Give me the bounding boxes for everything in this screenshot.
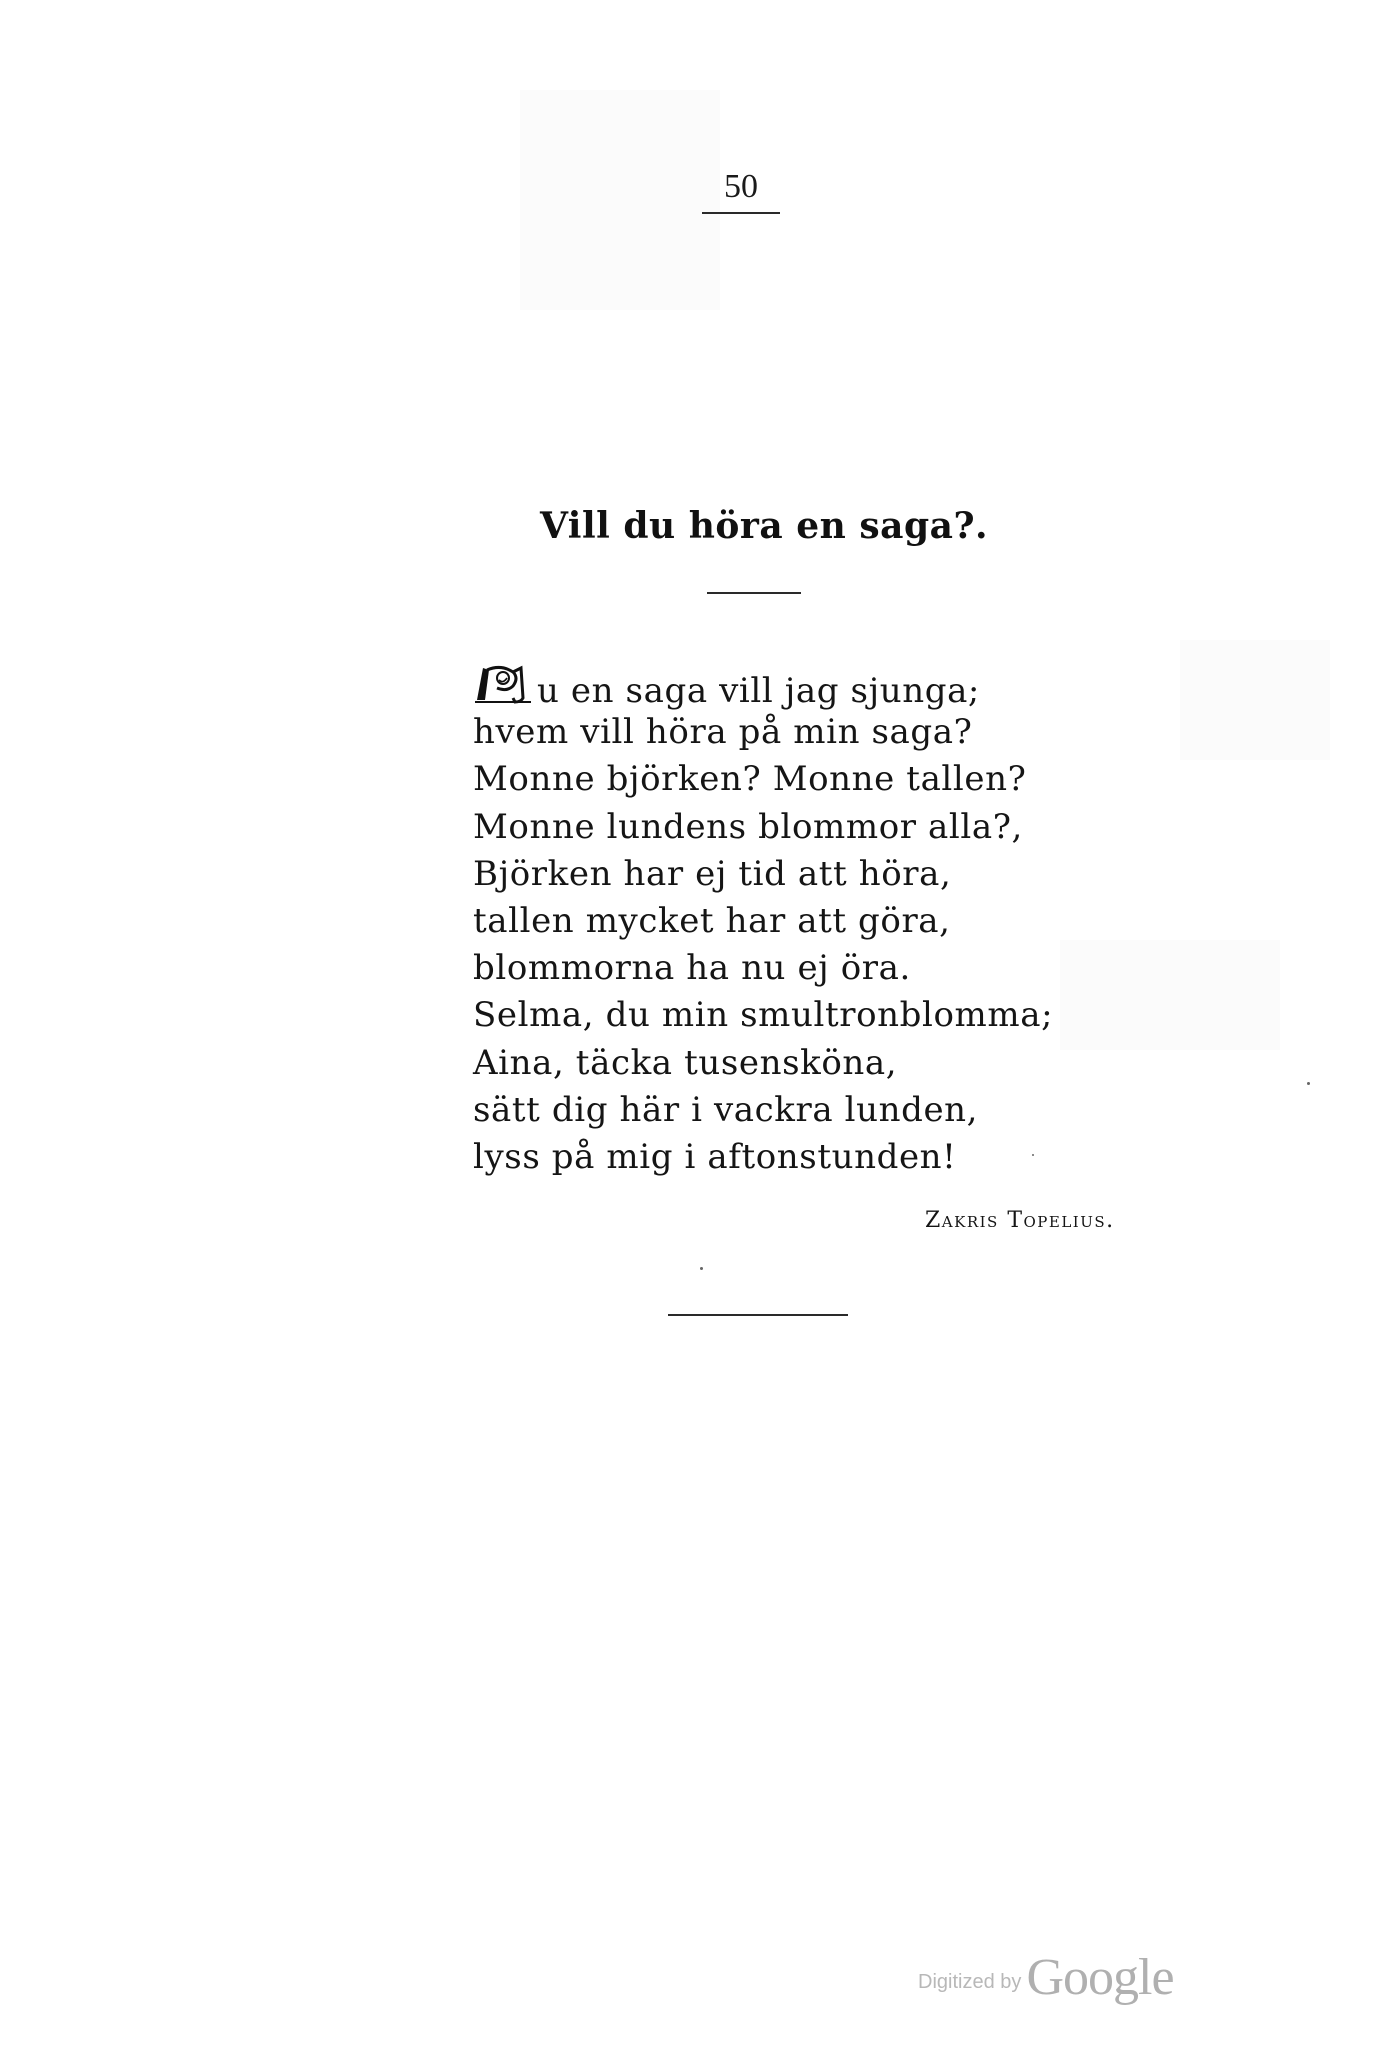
- digitization-watermark: [918, 1948, 1174, 2007]
- scan-artifact: [1180, 640, 1330, 760]
- ornamental-initial-icon: [473, 662, 535, 706]
- poem-line-text: u en saga vill jag sjunga;: [537, 671, 980, 711]
- poem-body: [473, 662, 1053, 1181]
- end-divider: [668, 1314, 848, 1316]
- poem-line: Monne lundens blommor alla?,: [473, 806, 1023, 847]
- poem-title: Vill du höra en saga?.: [540, 505, 989, 547]
- watermark-prefix: Digitized by: [918, 1971, 1022, 1993]
- poem-line: Björken har ej tid att höra,: [473, 853, 952, 894]
- poem-line: Selma, du min smultronblomma;: [473, 995, 1054, 1036]
- poem-line: tallen mycket har att göra,: [473, 900, 951, 941]
- title-divider: [707, 592, 801, 594]
- poem-line: sätt dig här i vackra lunden,: [473, 1089, 979, 1130]
- poem-line: blommorna ha nu ej öra.: [473, 948, 911, 989]
- ornamental-initial: [473, 662, 535, 706]
- ink-speck: [1032, 1154, 1034, 1156]
- poem-line: lyss på mig i aftonstunden!: [473, 1136, 957, 1177]
- page-number: 50: [724, 168, 758, 205]
- scan-artifact: [1060, 940, 1280, 1050]
- scan-artifact: [520, 90, 720, 310]
- watermark-brand: Google: [1026, 1949, 1174, 2006]
- poem-line: Aina, täcka tusensköna,: [473, 1042, 898, 1083]
- ink-speck: [1307, 1082, 1310, 1085]
- page-number-rule: [702, 212, 780, 214]
- poem-line: Monne björken? Monne tallen?: [473, 759, 1027, 800]
- poem-line: hvem vill höra på min saga?: [473, 712, 973, 753]
- ink-speck: [700, 1267, 703, 1270]
- poem-author: Zakris Topelius.: [925, 1208, 1115, 1233]
- poem-line: [473, 662, 1053, 709]
